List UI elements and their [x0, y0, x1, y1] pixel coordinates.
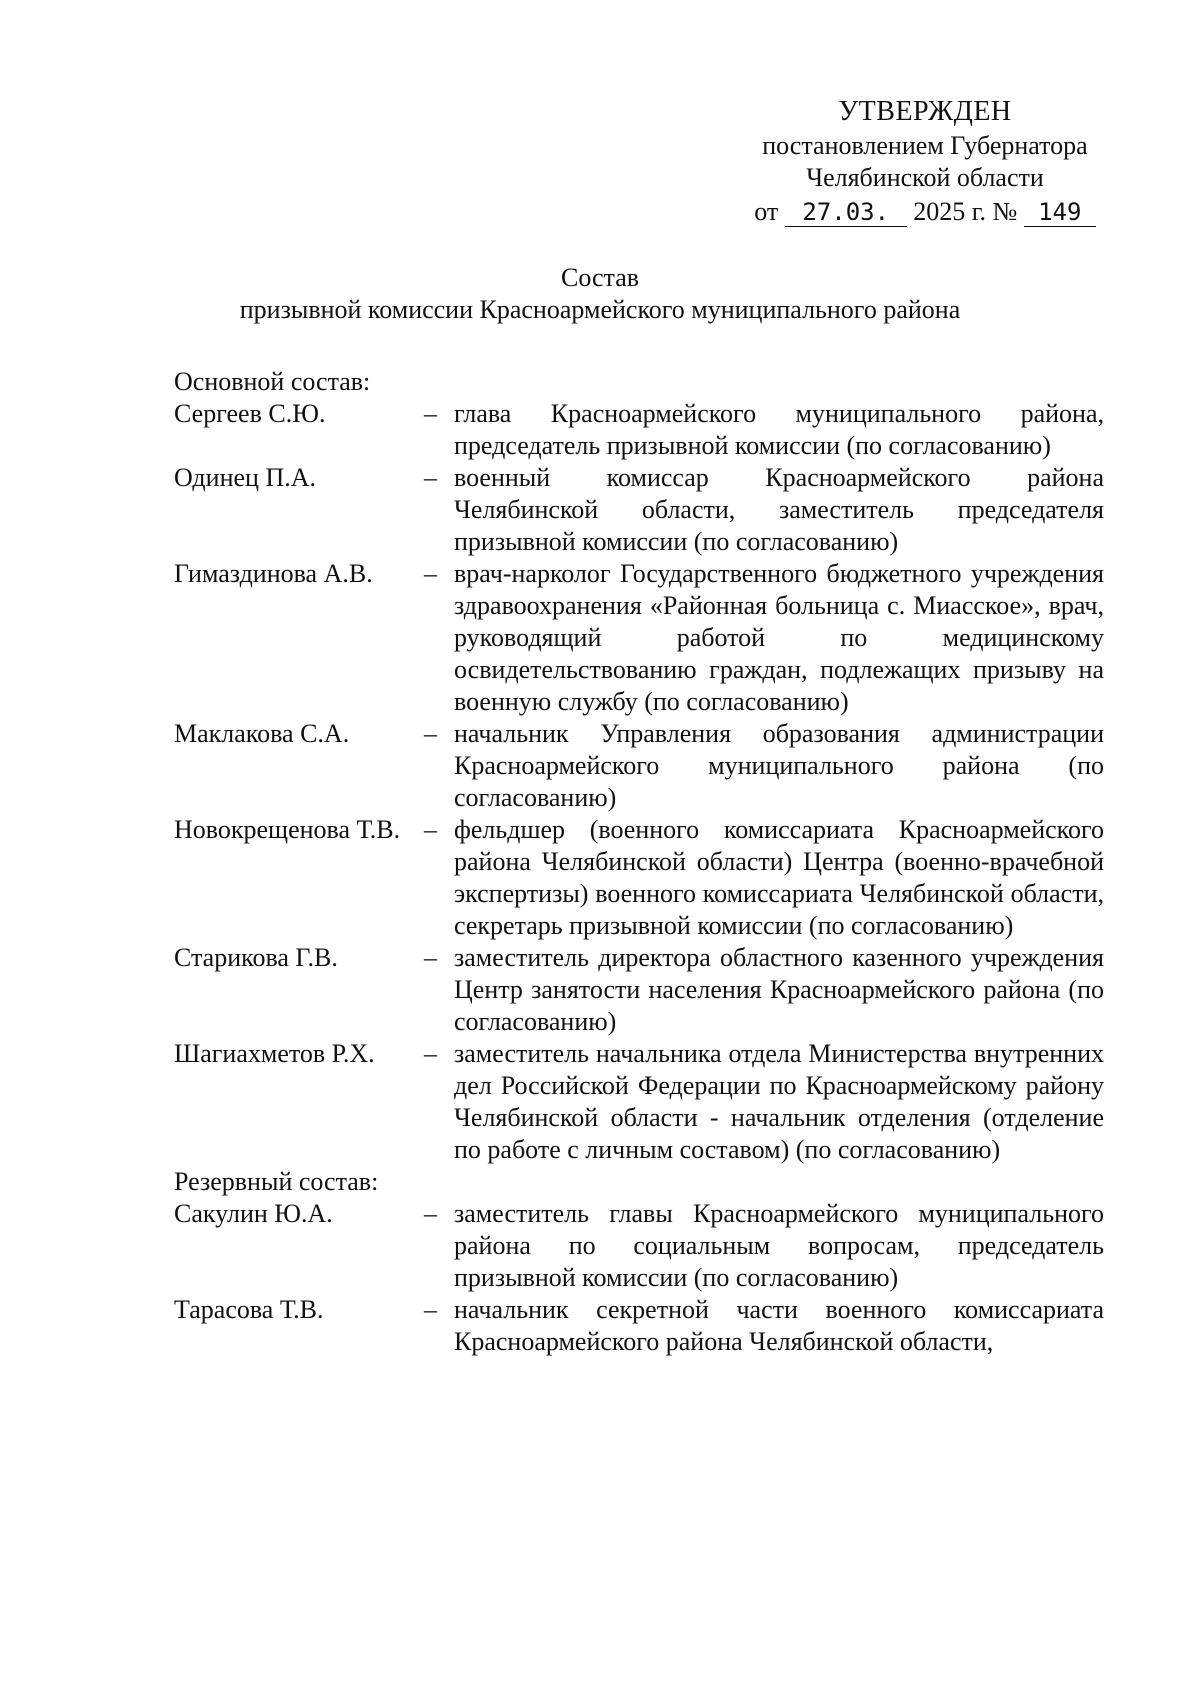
dash-separator: – — [424, 815, 437, 844]
approval-line-2: Челябинской области — [806, 163, 1044, 192]
member-name: Сакулин Ю.А. — [174, 1199, 333, 1228]
dash-separator: – — [424, 463, 437, 492]
commission-roster — [174, 366, 1124, 1358]
member-role: глава Красноармейского муниципального района, председатель призывной комиссии (по согласованию) — [454, 399, 1104, 460]
member-role: врач-нарколог Государственного бюджетного учреждения здравоохранения «Районная больница с. Миасское», врач, руководящий работой по медицинскому освидетельствованию граждан, подлежащих призыву на военную службу (по согласованию) — [454, 559, 1104, 716]
member-entry — [174, 942, 1124, 1038]
dash-separator: – — [424, 399, 437, 428]
approval-block — [735, 96, 1115, 228]
member-name: Тарасова Т.В. — [174, 1295, 324, 1324]
member-name: Гимаздинова А.В. — [174, 559, 373, 588]
dash-separator: – — [424, 1199, 437, 1228]
approval-date-line — [735, 196, 1115, 228]
member-role: начальник секретной части военного комиссариата Красноармейского района Челябинской области, — [454, 1295, 1104, 1356]
approval-number: 149 — [1024, 198, 1096, 227]
member-role: заместитель директора областного казенного учреждения Центр занятости населения Красноармейского района (по согласованию) — [454, 943, 1104, 1036]
approval-line-1: постановлением Губернатора — [762, 131, 1088, 160]
member-role: заместитель главы Красноармейского муниципального района по социальным вопросам, председатель призывной комиссии (по согласованию) — [454, 1199, 1104, 1292]
member-role: военный комиссар Красноармейского района Челябинской области, заместитель председателя призывной комиссии (по согласованию) — [454, 463, 1104, 556]
approval-prefix: от — [754, 197, 779, 226]
member-name: Шагиахметов Р.Х. — [174, 1039, 375, 1068]
member-role: фельдшер (военного комиссариата Красноармейского района Челябинской области) Центра (военно-врачебной экспертизы) военного комиссариата Челябинской области, секретарь призывной комиссии (по согласованию) — [454, 815, 1104, 940]
member-entry — [174, 718, 1124, 814]
approval-stamp: УТВЕРЖДЕН — [838, 96, 1012, 127]
member-name: Маклакова С.А. — [174, 719, 350, 748]
member-name: Сергеев С.Ю. — [174, 399, 326, 428]
member-role: начальник Управления образования администрации Красноармейского муниципального района (по согласованию) — [454, 719, 1104, 812]
member-name: Старикова Г.В. — [174, 943, 338, 972]
member-name: Одинец П.А. — [174, 463, 316, 492]
reserve-section-label: Резервный состав: — [174, 1167, 379, 1196]
member-entry — [174, 558, 1124, 718]
approval-date: 27.03. — [785, 198, 907, 227]
member-entry — [174, 398, 1124, 462]
document-title: Состав — [560, 263, 640, 292]
dash-separator: – — [424, 943, 437, 972]
dash-separator: – — [424, 719, 437, 748]
dash-separator: – — [424, 559, 437, 588]
document-subtitle: призывной комиссии Красноармейского муниципального района — [239, 295, 961, 324]
member-entry — [174, 1038, 1124, 1166]
main-section-label: Основной состав: — [174, 367, 371, 396]
member-entry — [174, 1198, 1124, 1294]
dash-separator: – — [424, 1295, 437, 1324]
approval-year: 2025 г. № — [913, 197, 1018, 226]
member-entry — [174, 1294, 1124, 1358]
member-entry — [174, 462, 1124, 558]
dash-separator: – — [424, 1039, 437, 1068]
document-heading — [0, 262, 1200, 326]
member-entry — [174, 814, 1124, 942]
member-name: Новокрещенова Т.В. — [174, 815, 401, 844]
member-role: заместитель начальника отдела Министерства внутренних дел Российской Федерации по Красноармейскому району Челябинской области - начальник отделения (отделение по работе с личным составом) (по согласованию) — [454, 1039, 1104, 1164]
